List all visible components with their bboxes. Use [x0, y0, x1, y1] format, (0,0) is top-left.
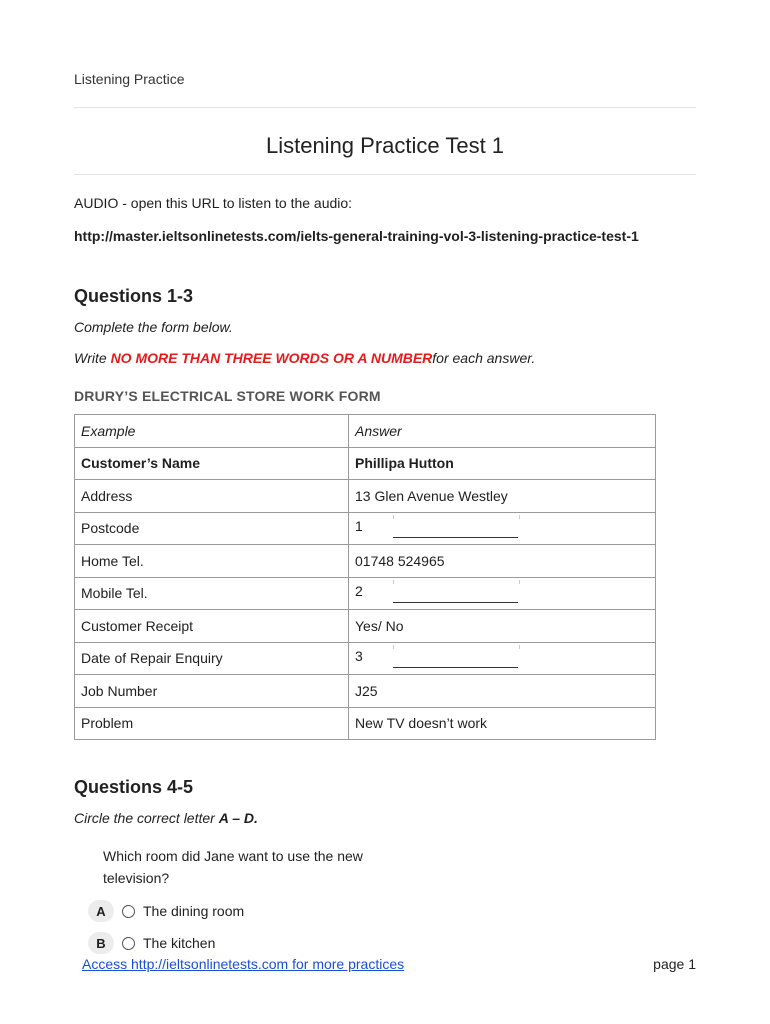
answer-blank-line[interactable] — [393, 667, 518, 668]
form-row-value: J25 — [349, 675, 656, 708]
form-row-label: Postcode — [75, 512, 349, 545]
form-title: DRURY’S ELECTRICAL STORE WORK FORM — [74, 388, 381, 404]
header-divider — [74, 107, 696, 108]
option-letter: A — [88, 900, 114, 922]
form-row-label: Customer Receipt — [75, 610, 349, 643]
page-title: Listening Practice Test 1 — [265, 133, 505, 158]
blank-guide — [393, 515, 520, 519]
answer-blank-cell[interactable] — [349, 642, 656, 675]
form-row-value: 01748 524965 — [349, 545, 656, 578]
form-row-value: 13 Glen Avenue Westley — [349, 480, 656, 513]
title-divider — [74, 174, 696, 175]
form-row — [75, 610, 656, 643]
audio-intro: AUDIO - open this URL to listen to the audio: — [74, 195, 353, 211]
form-row — [75, 707, 656, 740]
form-row-label: Job Number — [75, 675, 349, 708]
page-number: page 1 — [653, 956, 696, 972]
form-row-label: Address — [75, 480, 349, 513]
option-letter: B — [88, 932, 114, 954]
footer-link[interactable]: Access http://ieltsonlinetests.com for more practices — [82, 956, 405, 972]
blank-guide — [393, 645, 520, 649]
option-text: The kitchen — [143, 935, 216, 951]
instruction-prefix: Circle the correct letter — [74, 810, 219, 826]
instruction-emphasis: A – D. — [218, 810, 258, 826]
form-row — [75, 480, 656, 513]
answer-blank-cell[interactable] — [349, 577, 656, 610]
question-text: Which room did Jane want to use the new television? — [103, 848, 363, 886]
answer-blank-cell[interactable] — [349, 512, 656, 545]
form-row — [75, 642, 656, 675]
option-text: The dining room — [143, 903, 245, 919]
blank-guide — [393, 580, 520, 584]
form-row-label: Example — [75, 415, 349, 448]
form-row — [75, 675, 656, 708]
instruction-emphasis: NO MORE THAN THREE WORDS OR A NUMBER — [110, 350, 433, 366]
instruction-prefix: Write — [74, 350, 111, 366]
section2-instruction — [74, 810, 258, 826]
form-row — [75, 447, 656, 480]
instruction-suffix: for each answer. — [432, 350, 536, 366]
section1-instruction-1: Complete the form below. — [74, 319, 233, 335]
audio-url: http://master.ieltsonlinetests.com/ielts-general-training-vol-3-listening-practice-test-1 — [74, 228, 639, 244]
form-row — [75, 512, 656, 545]
form-row-label: Customer’s Name — [75, 447, 349, 480]
form-row-value: Answer — [349, 415, 656, 448]
form-row-label: Mobile Tel. — [75, 577, 349, 610]
form-row-value: New TV doesn’t work — [349, 707, 656, 740]
header-label: Listening Practice — [74, 71, 185, 87]
form-row-label: Problem — [75, 707, 349, 740]
work-form-table — [74, 414, 656, 740]
form-row — [75, 577, 656, 610]
form-row-value: Phillipa Hutton — [349, 447, 656, 480]
blank-number: 3 — [355, 647, 363, 664]
radio-button[interactable] — [122, 937, 135, 950]
form-row-value: Yes/ No — [349, 610, 656, 643]
option-a[interactable] — [88, 900, 244, 922]
blank-number: 2 — [355, 582, 363, 599]
option-b[interactable] — [88, 932, 215, 954]
form-row-label: Home Tel. — [75, 545, 349, 578]
section1-instruction-2 — [74, 350, 535, 366]
form-row — [75, 415, 656, 448]
answer-blank-line[interactable] — [393, 537, 518, 538]
section1-heading: Questions 1-3 — [74, 286, 194, 306]
answer-blank-line[interactable] — [393, 602, 518, 603]
section2-heading: Questions 4-5 — [74, 777, 194, 797]
form-row-label: Date of Repair Enquiry — [75, 642, 349, 675]
radio-button[interactable] — [122, 905, 135, 918]
form-row — [75, 545, 656, 578]
blank-number: 1 — [355, 517, 363, 534]
